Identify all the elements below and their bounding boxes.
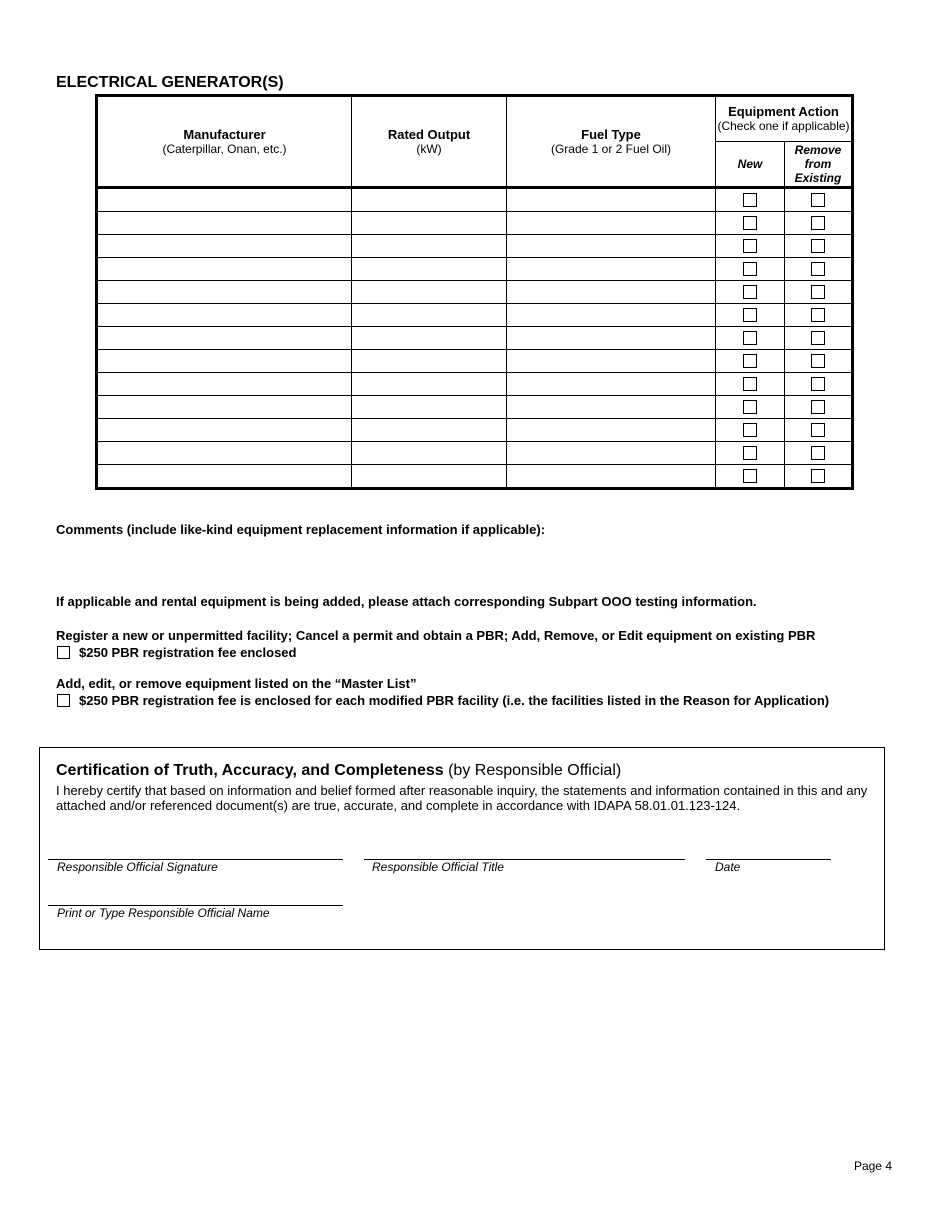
- comments-field[interactable]: [56, 540, 886, 582]
- header-fuel-type: Fuel Type (Grade 1 or 2 Fuel Oil): [507, 96, 716, 188]
- signature-label: Responsible Official Signature: [57, 860, 218, 874]
- fuel-type-cell[interactable]: [507, 258, 716, 281]
- remove-checkbox[interactable]: [811, 285, 825, 299]
- register-heading: Register a new or unpermitted facility; Cancel a permit and obtain a PBR; Add, Remove, or Edit equipment on existing PBR: [56, 628, 816, 643]
- rated-output-cell[interactable]: [352, 465, 507, 489]
- new-checkbox[interactable]: [743, 377, 757, 391]
- date-label: Date: [715, 860, 741, 874]
- rated-output-cell[interactable]: [352, 327, 507, 350]
- rated-output-cell[interactable]: [352, 373, 507, 396]
- rated-output-cell[interactable]: [352, 442, 507, 465]
- remove-checkbox[interactable]: [811, 331, 825, 345]
- manufacturer-cell[interactable]: [97, 350, 352, 373]
- section-title: ELECTRICAL GENERATOR(S): [56, 74, 284, 91]
- fuel-type-cell[interactable]: [507, 235, 716, 258]
- rated-output-cell[interactable]: [352, 281, 507, 304]
- rated-output-cell[interactable]: [352, 212, 507, 235]
- manufacturer-cell[interactable]: [97, 235, 352, 258]
- remove-checkbox[interactable]: [811, 377, 825, 391]
- register-fee-checkbox[interactable]: [57, 646, 70, 659]
- header-new: New: [716, 142, 785, 188]
- new-checkbox[interactable]: [743, 308, 757, 322]
- manufacturer-cell[interactable]: [97, 258, 352, 281]
- header-rated-output: Rated Output (kW): [352, 96, 507, 188]
- manufacturer-cell[interactable]: [97, 442, 352, 465]
- new-checkbox[interactable]: [743, 423, 757, 437]
- page-number: Page 4: [853, 1159, 892, 1173]
- table-row: [97, 350, 853, 373]
- fuel-type-cell[interactable]: [507, 419, 716, 442]
- remove-checkbox[interactable]: [811, 239, 825, 253]
- certification-box: [39, 747, 885, 950]
- fuel-type-cell[interactable]: [507, 373, 716, 396]
- table-row: [97, 281, 853, 304]
- new-checkbox[interactable]: [743, 216, 757, 230]
- comments-label: Comments (include like-kind equipment replacement information if applicable):: [56, 522, 546, 537]
- table-row: [97, 212, 853, 235]
- master-list-heading: Add, edit, or remove equipment listed on the “Master List”: [56, 676, 417, 691]
- title-label: Responsible Official Title: [372, 860, 504, 874]
- rated-output-cell[interactable]: [352, 419, 507, 442]
- fuel-type-cell[interactable]: [507, 350, 716, 373]
- table-row: [97, 373, 853, 396]
- manufacturer-cell[interactable]: [97, 212, 352, 235]
- new-checkbox[interactable]: [743, 400, 757, 414]
- master-list-fee-checkbox[interactable]: [57, 694, 70, 707]
- header-manufacturer: Manufacturer (Caterpillar, Onan, etc.): [97, 96, 352, 188]
- rated-output-cell[interactable]: [352, 304, 507, 327]
- remove-checkbox[interactable]: [811, 469, 825, 483]
- table-row: [97, 465, 853, 489]
- table-row: [97, 304, 853, 327]
- manufacturer-cell[interactable]: [97, 373, 352, 396]
- manufacturer-cell[interactable]: [97, 465, 352, 489]
- table-row: [97, 327, 853, 350]
- new-checkbox[interactable]: [743, 193, 757, 207]
- fuel-type-cell[interactable]: [507, 465, 716, 489]
- manufacturer-cell[interactable]: [97, 281, 352, 304]
- table-row: [97, 442, 853, 465]
- manufacturer-cell[interactable]: [97, 304, 352, 327]
- register-fee-label: $250 PBR registration fee enclosed: [79, 645, 297, 660]
- new-checkbox[interactable]: [743, 285, 757, 299]
- generator-table: [95, 94, 854, 490]
- table-row: [97, 258, 853, 281]
- fuel-type-cell[interactable]: [507, 396, 716, 419]
- table-row: [97, 188, 853, 212]
- rated-output-cell[interactable]: [352, 396, 507, 419]
- fuel-type-cell[interactable]: [507, 188, 716, 212]
- new-checkbox[interactable]: [743, 262, 757, 276]
- manufacturer-cell[interactable]: [97, 188, 352, 212]
- new-checkbox[interactable]: [743, 446, 757, 460]
- header-remove-from-existing: Remove from Existing: [785, 142, 853, 188]
- table-row: [97, 235, 853, 258]
- new-checkbox[interactable]: [743, 331, 757, 345]
- remove-checkbox[interactable]: [811, 308, 825, 322]
- master-list-fee-label: $250 PBR registration fee is enclosed for each modified PBR facility (i.e. the facilities listed in the Reason for Application): [79, 693, 830, 708]
- fuel-type-cell[interactable]: [507, 304, 716, 327]
- remove-checkbox[interactable]: [811, 193, 825, 207]
- remove-checkbox[interactable]: [811, 354, 825, 368]
- new-checkbox[interactable]: [743, 469, 757, 483]
- new-checkbox[interactable]: [743, 354, 757, 368]
- certification-title: Certification of Truth, Accuracy, and Completeness (by Responsible Official): [56, 762, 622, 779]
- fuel-type-cell[interactable]: [507, 327, 716, 350]
- certification-text: I hereby certify that based on information and belief formed after reasonable inquiry, the statements and information contained in this and any attached and/or referenced document(s) are true, accurate, and complete in accordance with IDAPA 58.01.01.123-124.: [56, 783, 868, 813]
- rated-output-cell[interactable]: [352, 258, 507, 281]
- remove-checkbox[interactable]: [811, 400, 825, 414]
- rated-output-cell[interactable]: [352, 188, 507, 212]
- fuel-type-cell[interactable]: [507, 212, 716, 235]
- new-checkbox[interactable]: [743, 239, 757, 253]
- fuel-type-cell[interactable]: [507, 281, 716, 304]
- remove-checkbox[interactable]: [811, 423, 825, 437]
- manufacturer-cell[interactable]: [97, 327, 352, 350]
- table-row: [97, 396, 853, 419]
- name-label: Print or Type Responsible Official Name: [57, 906, 270, 920]
- rated-output-cell[interactable]: [352, 235, 507, 258]
- remove-checkbox[interactable]: [811, 262, 825, 276]
- header-equipment-action: Equipment Action (Check one if applicable): [716, 96, 853, 142]
- fuel-type-cell[interactable]: [507, 442, 716, 465]
- table-row: [97, 419, 853, 442]
- manufacturer-cell[interactable]: [97, 396, 352, 419]
- remove-checkbox[interactable]: [811, 216, 825, 230]
- rental-note: If applicable and rental equipment is being added, please attach corresponding Subpart OOO testing information.: [56, 594, 757, 609]
- manufacturer-cell[interactable]: [97, 419, 352, 442]
- rated-output-cell[interactable]: [352, 350, 507, 373]
- remove-checkbox[interactable]: [811, 446, 825, 460]
